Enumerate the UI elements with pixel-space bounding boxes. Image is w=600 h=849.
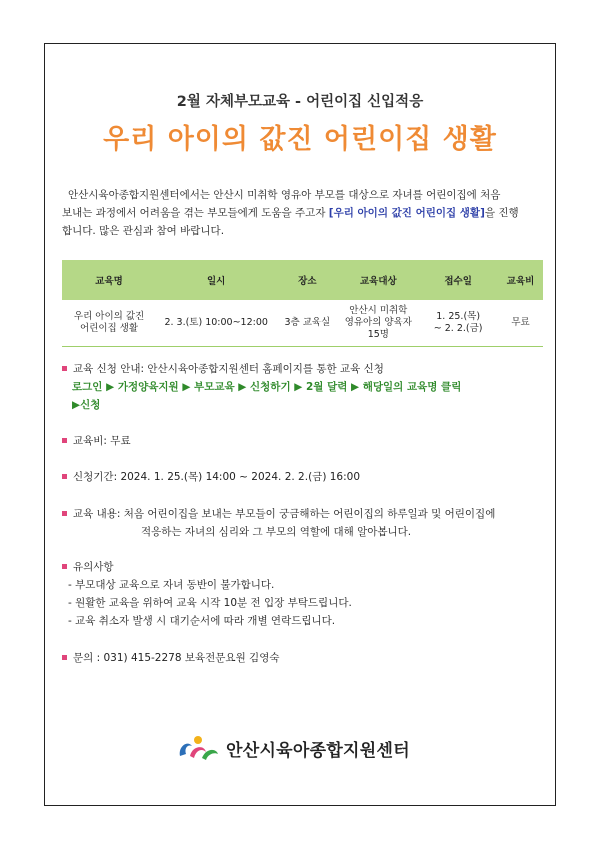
org-name: 안산시육아종합지원센터: [226, 740, 410, 761]
contact-text: 문의 : 031) 415-2278 보육전문요원 김영숙: [73, 652, 280, 664]
cell-reception-line-2: ~ 2. 2.(금): [433, 323, 483, 334]
note-item: - 원활한 교육을 위하여 교육 시작 10분 전 입장 부탁드립니다.: [68, 597, 352, 609]
intro-paragraph: [62, 186, 538, 240]
bullet-icon: [62, 438, 67, 443]
intro-line-2-text: 보내는 과정에서 어려움을 겪는 부모들에게 도움을 주고자: [62, 207, 329, 219]
event-title: 우리 아이의 값진 어린이집 생활: [103, 124, 497, 155]
org-logo-icon: [176, 732, 220, 764]
cell-target-line-2: 영유아의 양육자: [344, 317, 412, 328]
header-fee: 교육비: [498, 260, 543, 300]
table-header-row: [62, 260, 543, 300]
cell-target-line-3: 15명: [367, 329, 389, 340]
notes-section: [62, 558, 352, 630]
cell-target: [338, 300, 418, 347]
event-subtitle: 2월 자체부모교육 - 어린이집 신입적응: [176, 94, 424, 110]
header-datetime: 일시: [156, 260, 276, 300]
apply-info: [62, 360, 461, 414]
cell-target-line-1: 안산시 미취학: [349, 305, 408, 316]
header-place: 장소: [276, 260, 338, 300]
apply-label: 교육 신청 안내: 안산시육아종합지원센터 홈페이지를 통한 교육 신청: [73, 363, 384, 375]
fee-text: 교육비: 무료: [73, 435, 131, 447]
bullet-icon: [62, 511, 67, 516]
bullet-icon: [62, 655, 67, 660]
apply-steps-1: 로그인 ▶ 가정양육지원 ▶ 부모교육 ▶ 신청하기 ▶ 2월 달력 ▶ 해당일의 교육명 클릭: [72, 381, 462, 393]
document-frame: [44, 43, 556, 806]
bullet-icon: [62, 474, 67, 479]
org-logo: [176, 732, 410, 764]
table-row: [62, 300, 543, 347]
period-text: 신청기간: 2024. 1. 25.(목) 14:00 ~ 2024. 2. 2.(금) 16:00: [73, 471, 361, 483]
header-target: 교육대상: [338, 260, 418, 300]
bullet-icon: [62, 366, 67, 371]
intro-line-1: 안산시육아종합지원센터에서는 안산시 미취학 영유아 부모를 대상으로 자녀를 어린이집에 처음: [68, 189, 501, 201]
contact-info: [62, 649, 280, 667]
intro-highlight: [우리 아이의 값진 어린이집 생활]: [328, 207, 485, 219]
content-line-2: 적응하는 자녀의 심리와 그 부모의 역할에 대해 알아봅니다.: [141, 526, 412, 538]
intro-line-2: [62, 204, 538, 222]
cell-name-line-1: 우리 아이의 값진: [73, 311, 145, 322]
header-name: 교육명: [62, 260, 156, 300]
period-info: [62, 468, 360, 486]
cell-name: [62, 300, 156, 347]
note-item: - 부모대상 교육으로 자녀 동반이 불가합니다.: [68, 579, 275, 591]
content-info: [62, 505, 495, 541]
cell-reception-line-1: 1. 25.(목): [436, 311, 481, 322]
bullet-icon: [62, 564, 67, 569]
notes-title: 유의사항: [73, 561, 114, 573]
cell-fee: 무료: [498, 300, 543, 347]
cell-datetime: 2. 3.(토) 10:00~12:00: [156, 300, 276, 347]
intro-line-2-end: 을 진행: [484, 207, 519, 219]
content-line-1: 교육 내용: 처음 어린이집을 보내는 부모들이 궁금해하는 어린이집의 하루일과 및 어린이집에: [73, 508, 496, 520]
note-item: - 교육 취소자 발생 시 대기순서에 따라 개별 연락드립니다.: [68, 615, 336, 627]
cell-place: 3층 교육실: [276, 300, 338, 347]
cell-name-line-2: 어린이집 생활: [80, 323, 139, 334]
intro-line-3: 합니다. 많은 관심과 참여 바랍니다.: [62, 225, 225, 237]
education-table: [62, 260, 543, 347]
fee-info: [62, 432, 131, 450]
header-reception: 접수일: [418, 260, 498, 300]
cell-reception: [418, 300, 498, 347]
apply-steps-2: ▶신청: [72, 399, 101, 411]
